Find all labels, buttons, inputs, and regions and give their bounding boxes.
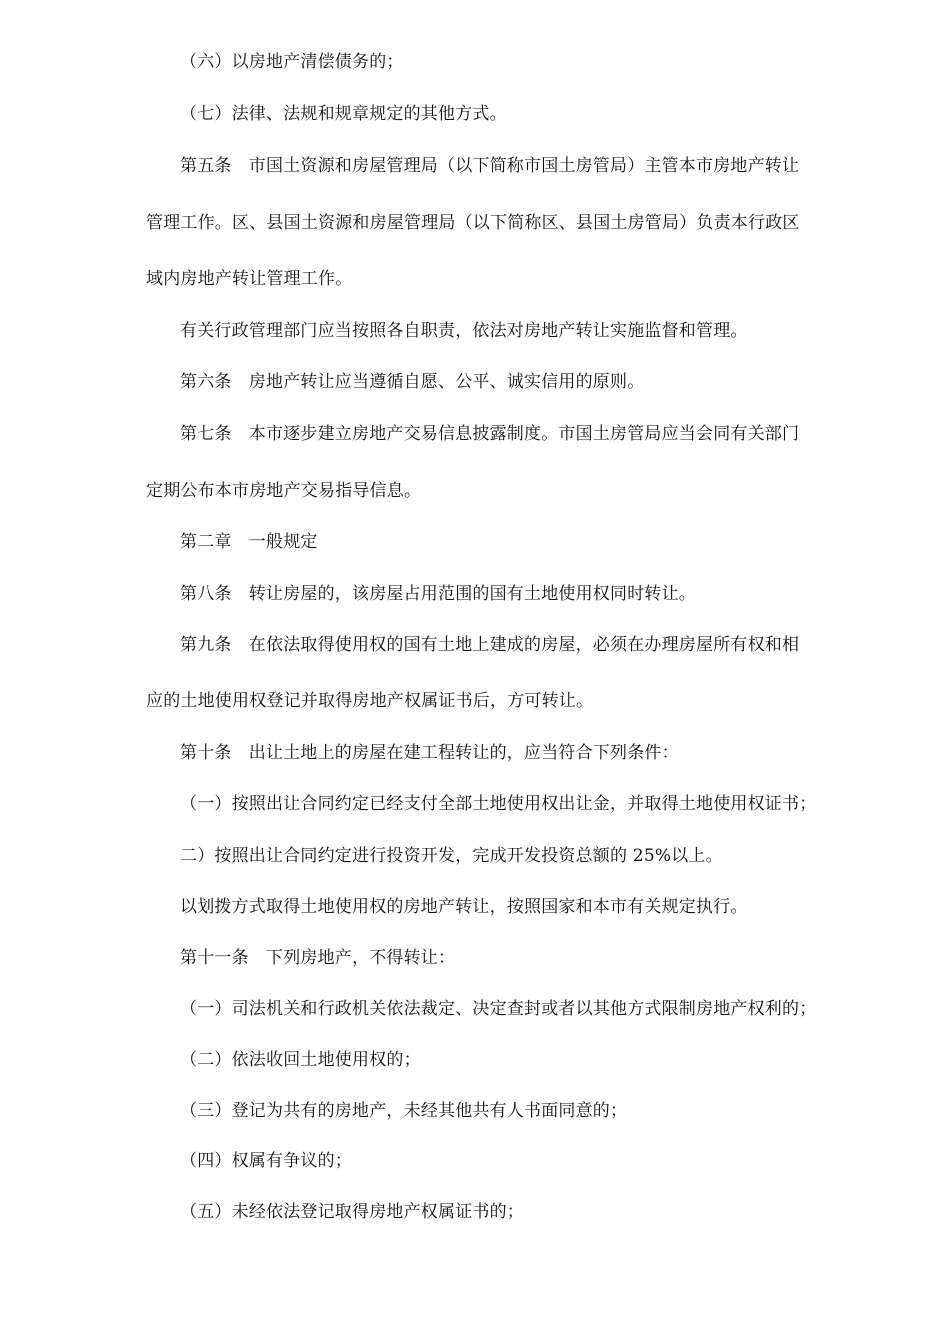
article-7-line-2: 定期公布本市房地产交易指导信息。	[146, 481, 422, 501]
article-11-item-3: （三）登记为共有的房地产，未经其他共有人书面同意的；	[180, 1101, 628, 1121]
article-7-line-1: 第七条 本市逐步建立房地产交易信息披露制度。市国土房管局应当会同有关部门	[180, 424, 800, 444]
article-11: 第十一条 下列房地产，不得转让：	[180, 948, 456, 968]
article-11-item-2: （二）依法收回土地使用权的；	[180, 1050, 421, 1070]
article-9-line-2: 应的土地使用权登记并取得房地产权属证书后，方可转让。	[146, 691, 594, 711]
article-10-item-1: （一）按照出让合同约定已经支付全部土地使用权出让金，并取得土地使用权证书；	[180, 794, 817, 814]
article-10-paragraph: 以划拨方式取得土地使用权的房地产转让，按照国家和本市有关规定执行。	[180, 897, 748, 917]
article-8: 第八条 转让房屋的，该房屋占用范围的国有土地使用权同时转让。	[180, 584, 696, 604]
clause-item-7: （七）法律、法规和规章规定的其他方式。	[180, 104, 507, 124]
article-5-line-3: 域内房地产转让管理工作。	[146, 269, 353, 289]
paragraph-supervision: 有关行政管理部门应当按照各自职责，依法对房地产转让实施监督和管理。	[180, 321, 748, 341]
article-10-item-2: 二）按照出让合同约定进行投资开发，完成开发投资总额的 25%以上。	[180, 846, 723, 866]
article-9-line-1: 第九条 在依法取得使用权的国有土地上建成的房屋，必须在办理房屋所有权和相	[180, 635, 800, 655]
article-5-line-1: 第五条 市国土资源和房屋管理局（以下简称市国土房管局）主管本市房地产转让	[180, 156, 800, 176]
clause-item-6: （六）以房地产清偿债务的；	[180, 52, 404, 72]
article-10: 第十条 出让土地上的房屋在建工程转让的，应当符合下列条件：	[180, 743, 679, 763]
article-5-line-2: 管理工作。区、县国土资源和房屋管理局（以下简称区、县国土房管局）负责本行政区	[146, 213, 800, 233]
article-11-item-5: （五）未经依法登记取得房地产权属证书的；	[180, 1202, 524, 1222]
article-11-item-1: （一）司法机关和行政机关依法裁定、决定查封或者以其他方式限制房地产权利的；	[180, 999, 817, 1019]
article-6: 第六条 房地产转让应当遵循自愿、公平、诚实信用的原则。	[180, 372, 645, 392]
article-11-item-4: （四）权属有争议的；	[180, 1151, 352, 1171]
chapter-2-heading: 第二章 一般规定	[180, 532, 318, 552]
